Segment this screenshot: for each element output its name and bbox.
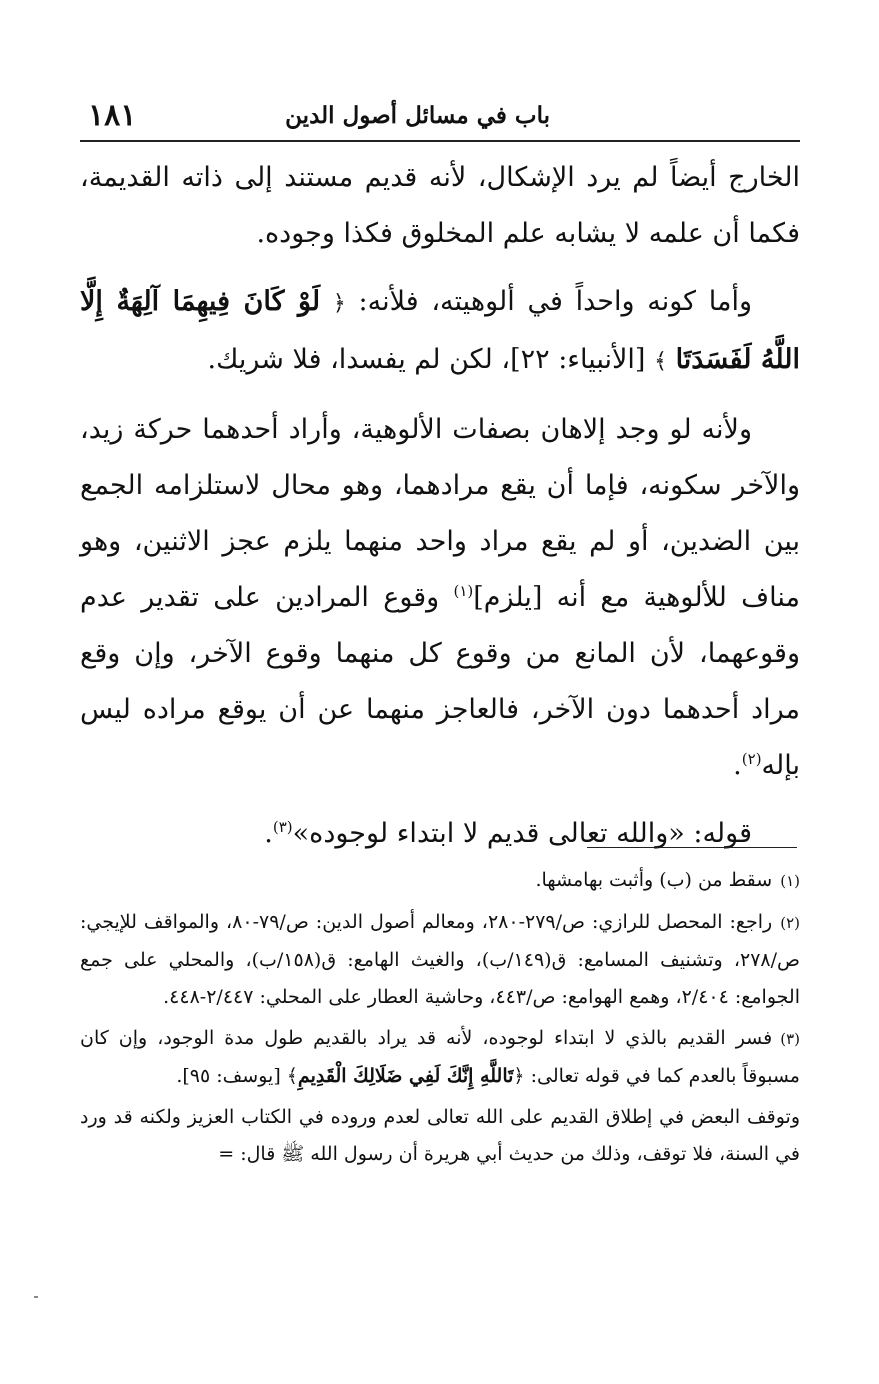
- footnote-3-continuation: وتوقف البعض في إطلاق القديم على الله تعالى لعدم وروده في الكتاب العزيز ولكنه قد ورد في السنة، فلا توقف، وذلك من حديث أبي هريرة أن رسول الله ﷺ قال: =: [80, 1106, 800, 1165]
- footnote-3-text: فسر القديم بالذي لا ابتداء لوجوده، لأنه قد يراد بالقديم طول مدة الوجود، وإن كان مسبوقاً بالعدم كما في قوله تعالى:: [80, 1027, 800, 1087]
- quran-bracket-open: ﴿: [332, 291, 346, 316]
- quran-reference: [الأنبياء: ٢٢]، لكن لم يفسدا، فلا شريك.: [207, 344, 646, 375]
- paragraph-3-part-a: ولأنه لو وجد إلاهان بصفات الألوهية، وأراد أحدهما حركة زيد، والآخر سكونه، فإما أن يقع مرادهما، وهو محال لاستلزامه الجمع بين الضدين، أو لم يقع مراد واحد منهما يلزم عجز الاثنين، وهو مناف للألوهية مع أنه [يلزم]: [80, 414, 800, 613]
- footnote-3-bracket-open: ﴿: [513, 1065, 525, 1087]
- quran-verse: لَوْ كَانَ فِيهِمَا آلِهَةٌ إِلَّا اللَّهُ لَفَسَدَتَا: [80, 286, 800, 375]
- footnote-ref-1: (١): [453, 582, 474, 600]
- paragraph-4-text: قوله: «والله تعالى قديم لا ابتداء لوجوده»: [292, 818, 752, 849]
- footnote-3-bracket-close: ﴾: [286, 1065, 298, 1087]
- header-rule: [80, 140, 800, 142]
- footnote-2: [80, 904, 800, 1016]
- paragraph-4: [80, 806, 800, 862]
- footnote-ref-2: (٢): [741, 750, 762, 768]
- page-header: [80, 98, 800, 138]
- footnote-3-quran: تَاللَّهِ إِنَّكَ لَفِي ضَلَالِكَ الْقَدِيمِ: [297, 1065, 514, 1087]
- footnote-3: [80, 1020, 800, 1095]
- footnote-separator: [587, 847, 797, 848]
- paragraph-2-text: وأما كونه واحداً في ألوهيته، فلأنه:: [358, 286, 752, 317]
- footnote-1: [80, 862, 800, 900]
- footnote-3-number: (٣): [780, 1030, 800, 1048]
- footnote-3-reference: [يوسف: ٩٥].: [176, 1065, 281, 1087]
- quran-bracket-close: ﴾: [654, 349, 667, 374]
- paragraph-3: [80, 402, 800, 794]
- main-text: [80, 150, 800, 874]
- footnote-1-text: سقط من (ب) وأثبت بهامشها.: [535, 869, 773, 891]
- footnote-ref-3: (٣): [272, 818, 293, 836]
- paragraph-1: الخارج أيضاً لم يرد الإشكال، لأنه قديم مستند إلى ذاته القديمة، فكما أن علمه لا يشابه علم المخلوق فكذا وجوده.: [80, 162, 800, 249]
- paragraph-4-end: .: [264, 818, 273, 849]
- footnote-1-number: (١): [780, 872, 800, 890]
- paragraph-3-part-b: وقوع المرادين على تقدير عدم وقوعهما، لأن المانع من وقوع كل منهما وقوع الآخر، وإن وقع مراد أحدهما دون الآخر، فالعاجز منهما عن أن يوقع مراده ليس بإله: [80, 582, 800, 781]
- scan-speck: [34, 1296, 38, 1298]
- footnote-2-number: (٢): [780, 914, 800, 932]
- footnotes: [80, 862, 800, 1173]
- footnote-2-text: راجع: المحصل للرازي: ص/٢٧٩-٢٨٠، ومعالم أصول الدين: ص/٧٩-٨٠، والمواقف للإيجي: ص/٢٧٨، وتشنيف المسامع: ق(١٤٩/ب)، والغيث الهامع: ق(١٥٨/ب)، والمحلي على جمع الجوامع: ٢/٤٠٤، وهمع الهوامع: ص/٤٤٣، وحاشية العطار على المحلي: ٢/٤٤٧-٤٤٨.: [80, 911, 800, 1008]
- paragraph-2: [80, 274, 800, 390]
- page-number: ١٨١: [88, 98, 137, 133]
- paragraph-3-end: .: [733, 750, 742, 781]
- running-title: باب في مسائل أصول الدين: [285, 102, 550, 129]
